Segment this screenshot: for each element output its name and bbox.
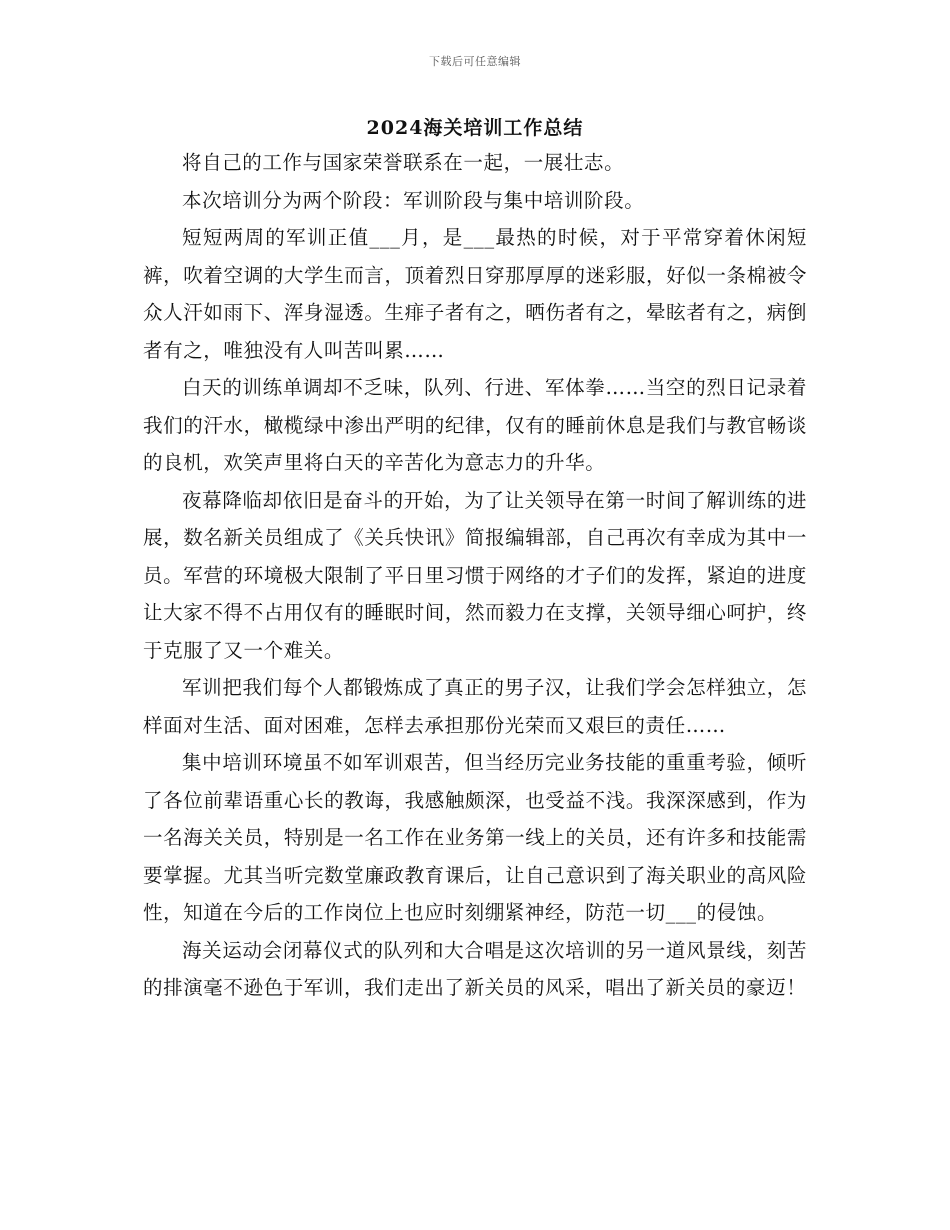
paragraph-2: 本次培训分为两个阶段：军训阶段与集中培训阶段。	[182, 188, 645, 212]
header-note: 下载后可任意编辑	[429, 55, 521, 68]
paragraph-8: 海关运动会闭幕仪式的队列和大合唱是这次培训的另一道风景线，刻苦的排演毫不逊色于军训，我们走出了新关员的风采，唱出了新关员的豪迈！	[143, 938, 807, 999]
document-body	[143, 144, 807, 1007]
paragraph-7: 集中培训环境虽不如军训艰苦，但当经历完业务技能的重重考验，倾听了各位前辈语重心长的教诲，我感触颇深，也受益不浅。我深深感到，作为一名海关关员，特别是一名工作在业务第一线上的关员，还有许多和技能需要掌握。尤其当听完数堂廉政教育课后，让自己意识到了海关职业的高风险性，知道在今后的工作岗位上也应时刻绷紧神经，防范一切___的侵蚀。	[143, 751, 807, 924]
paragraph-3: 短短两周的军训正值___月，是___最热的时候，对于平常穿着休闲短裤，吹着空调的大学生而言，顶着烈日穿那厚厚的迷彩服，好似一条棉被令众人汗如雨下、浑身湿透。生痱子者有之，晒伤者有之，晕眩者有之，病倒者有之，唯独没有人叫苦叫累……	[143, 226, 807, 362]
paragraph-1: 将自己的工作与国家荣誉联系在一起，一展壮志。	[182, 151, 625, 174]
document-title: 2024海关培训工作总结	[366, 117, 584, 139]
paragraph-6: 军训把我们每个人都锻炼成了真正的男子汉，让我们学会怎样独立，怎样面对生活、面对困难，怎样去承担那份光荣而又艰巨的责任……	[143, 676, 807, 737]
paragraph-4: 白天的训练单调却不乏味，队列、行进、军体拳……当空的烈日记录着我们的汗水，橄榄绿中渗出严明的纪律，仅有的睡前休息是我们与教官畅谈的良机，欢笑声里将白天的辛苦化为意志力的升华。	[143, 376, 807, 474]
paragraph-5: 夜幕降临却依旧是奋斗的开始，为了让关领导在第一时间了解训练的进展，数名新关员组成了《关兵快讯》简报编辑部，自己再次有幸成为其中一员。军营的环境极大限制了平日里习惯于网络的才子们的发挥，紧迫的进度让大家不得不占用仅有的睡眠时间，然而毅力在支撑，关领导细心呵护，终于克服了又一个难关。	[143, 488, 807, 662]
